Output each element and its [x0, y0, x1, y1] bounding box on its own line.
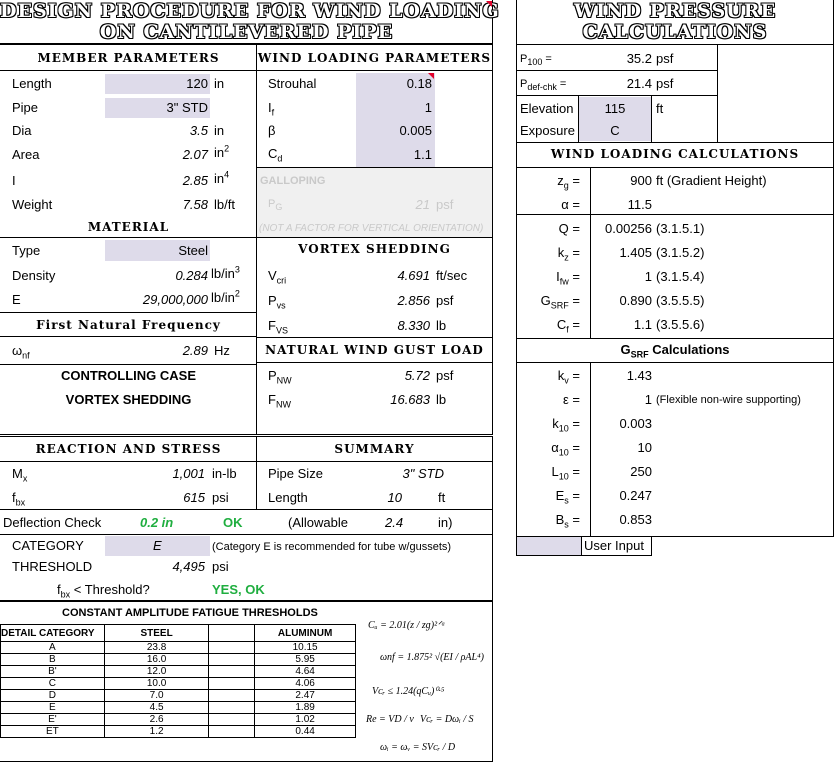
- galloping-heading: GALLOPING: [260, 175, 326, 187]
- gust-fnw-unit: lb: [436, 392, 447, 407]
- fatigue-cell: 23.8: [104, 642, 209, 654]
- member-length-input[interactable]: 120: [186, 76, 208, 91]
- wind-calc-note: (3.5.5.5): [656, 293, 705, 308]
- member-heading: MEMBER PARAMETERS: [37, 51, 220, 65]
- elevation-unit: ft: [656, 101, 664, 116]
- vortex-pvs-label: $P_{vs}$: [268, 293, 286, 311]
- pressure-heading-line-1: WIND PRESSURE: [573, 0, 777, 22]
- p100-label: $P_{100}$ =: [520, 53, 552, 68]
- gsrf-note: (Flexible non-wire supporting): [656, 394, 801, 406]
- member-weight-label: Weight: [12, 197, 53, 212]
- formula-cz: Cᵤ = 2.01(z / zɡ)²ᐟᵅ: [368, 620, 446, 631]
- wind-calc-value: 1.405: [619, 245, 652, 260]
- formula-omega-nf: ωnf = 1.875² √(EI / ρAL⁴): [380, 652, 484, 663]
- frequency-label: $\omega_{nf}$: [12, 343, 30, 361]
- fatigue-cell: A: [1, 642, 105, 654]
- member-area-label: Area: [12, 147, 40, 162]
- controlling-case-label: CONTROLLING CASE: [60, 368, 197, 383]
- strouhal-input[interactable]: 0.18: [406, 76, 432, 91]
- galloping-pg-label: $P_G$: [268, 198, 283, 213]
- gsrf-label: $E_s$ =: [555, 488, 580, 506]
- member-weight-unit: lb/ft: [214, 197, 235, 212]
- p100-unit: psf: [656, 51, 674, 66]
- fatigue-cell: 2.47: [255, 690, 356, 702]
- gsrf-value: 1.43: [626, 368, 652, 383]
- wind-calc-value: 1: [644, 269, 652, 284]
- gsrf-value: 250: [630, 464, 652, 479]
- gsrf-label: $L_{10}$ =: [551, 464, 580, 482]
- gust-pnw-value: 5.72: [404, 368, 430, 383]
- member-pipe-label: Pipe: [12, 100, 39, 115]
- fatigue-cell: 0.44: [255, 726, 356, 738]
- fatigue-row: [1, 678, 356, 690]
- vortex-fvs-value: 8.330: [397, 318, 430, 333]
- wind-calc-label: α =: [561, 197, 580, 212]
- wind-calc-note: (3.1.5.4): [656, 269, 705, 284]
- gsrf-value: 0.003: [619, 416, 652, 431]
- fatigue-cell: C: [1, 678, 105, 690]
- fatigue-row: [1, 690, 356, 702]
- gust-fnw-label: $F_{NW}$: [268, 392, 291, 410]
- fatigue-row: [1, 666, 356, 678]
- fatigue-table: [0, 624, 356, 738]
- p100-value: 35.2: [626, 51, 652, 66]
- wind-calc-note: ft (Gradient Height): [656, 173, 767, 188]
- gsrf-value: 0.853: [619, 512, 652, 527]
- gsrf-value: 10: [637, 440, 652, 455]
- exposure-label: Exposure: [520, 123, 575, 138]
- fatigue-cell: B': [1, 666, 105, 678]
- member-area-unit: $in^2$: [214, 143, 230, 160]
- controlling-case-value: VORTEX SHEDDING: [65, 392, 192, 407]
- fatigue-spacer-cell: [209, 642, 255, 654]
- gsrf-label: $k_v$ =: [557, 368, 580, 386]
- wind-calc-label: $I_{fw}$ =: [556, 269, 580, 287]
- pdef-unit: psf: [656, 76, 674, 91]
- fatigue-cell: ET: [1, 726, 105, 738]
- fatigue-cell: 4.06: [255, 678, 356, 690]
- formula-vcr: Vᴄᵣ = Dωᵢ / S: [420, 714, 474, 725]
- material-density-unit: $lb/in^3$: [211, 264, 240, 281]
- fatigue-spacer-cell: [209, 666, 255, 678]
- vortex-vcr-label: $V_{cri}$: [268, 268, 287, 286]
- category-note: (Category E is recommended for tube w/gussets): [212, 541, 452, 553]
- formula-omega-i: ωᵢ = ωᵥ = SVᴄᵣ / D: [380, 742, 456, 753]
- gsrf-label: $B_s$ =: [555, 512, 580, 530]
- wind-calc-value: 0.00256: [605, 221, 652, 236]
- category-label: CATEGORY: [12, 538, 84, 553]
- threshold-check-label: $f_{bx}$ < Threshold?: [57, 582, 150, 600]
- fatigue-cell: 1.02: [255, 714, 356, 726]
- fatigue-row: [1, 726, 356, 738]
- fatigue-cell: 10.0: [104, 678, 209, 690]
- wind-calc-value: 900: [630, 173, 652, 188]
- galloping-pg-unit: psf: [436, 197, 454, 212]
- threshold-label: THRESHOLD: [12, 559, 93, 574]
- frequency-value: 2.89: [182, 343, 208, 358]
- fatigue-cell: 4.5: [104, 702, 209, 714]
- pdef-value: 21.4: [626, 76, 652, 91]
- galloping-note: (NOT A FACTOR FOR VERTICAL ORIENTATION): [259, 223, 484, 234]
- gsrf-label: $k_{10}$ =: [552, 416, 580, 434]
- deflection-status: OK: [223, 515, 243, 530]
- cd-input[interactable]: 1.1: [413, 147, 432, 162]
- member-dia-unit: in: [214, 123, 225, 138]
- gsrf-label: $\alpha_{10}$ =: [551, 440, 580, 458]
- fatigue-cell: 5.95: [255, 654, 356, 666]
- gsrf-label: ε =: [562, 392, 580, 407]
- deflection-label: Deflection Check: [3, 515, 102, 530]
- fbx-value: 615: [183, 490, 205, 505]
- fatigue-cell: 16.0: [104, 654, 209, 666]
- formula-vcr-limit: Vᴄᵣ ≤ 1.24(qCᵤ)⁰·⁵: [372, 686, 445, 697]
- material-density-label: Density: [12, 268, 56, 283]
- vortex-vcr-value: 4.691: [397, 268, 430, 283]
- summary-length-value: 10: [387, 490, 402, 505]
- member-length-label: Length: [12, 76, 52, 91]
- fatigue-spacer-cell: [209, 690, 255, 702]
- elevation-label: Elevation: [520, 101, 574, 116]
- frequency-unit: Hz: [214, 343, 230, 358]
- frequency-heading: First Natural Frequency: [36, 318, 221, 332]
- deflection-allow-value: 2.4: [385, 515, 404, 530]
- if-input[interactable]: 1: [424, 100, 432, 115]
- mx-label: $M_x$: [12, 466, 28, 484]
- fatigue-spacer-cell: [209, 714, 255, 726]
- summary-heading: SUMMARY: [334, 442, 415, 456]
- member-weight-value: 7.58: [182, 197, 208, 212]
- deflection-allow-unit: in): [438, 515, 453, 530]
- title-line-2: ON CANTILEVERED PIPE: [99, 21, 394, 43]
- fatigue-row: [1, 714, 356, 726]
- fatigue-cell: 7.0: [104, 690, 209, 702]
- member-inertia-label: I: [12, 173, 16, 188]
- gsrf-value: 0.247: [619, 488, 652, 503]
- beta-label: β: [268, 123, 276, 138]
- wind-calc-note: (3.1.5.2): [656, 245, 705, 260]
- wind-calc-value: 1.1: [633, 317, 652, 332]
- vortex-fvs-label: $F_{VS}$: [268, 318, 288, 336]
- gust-pnw-unit: psf: [436, 368, 454, 383]
- member-length-unit: in: [214, 76, 225, 91]
- wind-calc-label: $C_f$ =: [556, 317, 580, 335]
- member-dia-label: Dia: [12, 123, 32, 138]
- material-e-label: E: [12, 292, 21, 307]
- if-label: $I_f$: [268, 100, 275, 118]
- summary-length-unit: ft: [438, 490, 446, 505]
- wind-calc-note: (3.1.5.1): [656, 221, 705, 236]
- galloping-pg-value: 21: [415, 197, 430, 212]
- wind-calc-label: $G_{SRF}$ =: [540, 293, 580, 311]
- member-inertia-value: 2.85: [182, 173, 208, 188]
- exposure-input[interactable]: C: [610, 123, 620, 138]
- vortex-pvs-value: 2.856: [397, 293, 430, 308]
- material-type-input[interactable]: Steel: [178, 243, 208, 258]
- user-input-legend-swatch: [517, 537, 581, 555]
- formula-reynolds: Re = VD / ν: [366, 714, 414, 725]
- pressure-heading-line-2: CALCULATIONS: [582, 21, 768, 43]
- fatigue-row: [1, 654, 356, 666]
- material-type-label: Type: [12, 243, 41, 258]
- fatigue-row: [1, 702, 356, 714]
- wind-params-heading: WIND LOADING PARAMETERS: [257, 51, 492, 65]
- material-e-unit: $lb/in^2$: [211, 288, 240, 305]
- comment-marker: [486, 1, 492, 7]
- gust-pnw-label: $P_{NW}$: [268, 368, 292, 386]
- fatigue-row: [1, 642, 356, 654]
- fatigue-cell: 1.89: [255, 702, 356, 714]
- wind-calc-label: $z_g$ =: [557, 173, 580, 191]
- strouhal-label: Strouhal: [268, 76, 317, 91]
- fatigue-header-row: [1, 625, 356, 642]
- beta-input[interactable]: 0.005: [399, 123, 432, 138]
- threshold-unit: psi: [212, 559, 229, 574]
- reaction-heading: REACTION AND STRESS: [35, 442, 222, 456]
- member-inertia-unit: $in^4$: [214, 169, 230, 186]
- deflection-value: 0.2 in: [140, 515, 174, 530]
- fatigue-header-cell: STEEL: [104, 625, 209, 642]
- elevation-input[interactable]: 115: [604, 101, 626, 116]
- summary-pipe-value: 3" STD: [402, 466, 444, 481]
- wind-calc-note: (3.5.5.6): [656, 317, 705, 332]
- fatigue-heading: CONSTANT AMPLITUDE FATIGUE THRESHOLDS: [62, 607, 318, 619]
- fatigue-header-spacer: [209, 625, 255, 642]
- wind-calc-label: Q =: [558, 221, 580, 236]
- fatigue-spacer-cell: [209, 678, 255, 690]
- gsrf-heading: $G_{SRF}$ Calculations: [620, 342, 730, 360]
- user-input-legend-label: User Input: [584, 538, 644, 553]
- mx-value: 1,001: [172, 466, 205, 481]
- gsrf-value: 1: [644, 392, 652, 407]
- material-e-value: 29,000,000: [142, 292, 208, 307]
- category-input[interactable]: E: [153, 538, 162, 553]
- fatigue-cell: 10.15: [255, 642, 356, 654]
- vortex-pvs-unit: psf: [436, 293, 454, 308]
- fatigue-cell: 2.6: [104, 714, 209, 726]
- fatigue-cell: 1.2: [104, 726, 209, 738]
- fatigue-header-cell: DETAIL CATEGORY: [1, 625, 105, 642]
- material-density-value: 0.284: [175, 268, 208, 283]
- member-dia-value: 3.5: [189, 123, 208, 138]
- deflection-allow-label: (Allowable: [288, 515, 348, 530]
- fatigue-cell: E': [1, 714, 105, 726]
- wind-calc-heading: WIND LOADING CALCULATIONS: [550, 147, 800, 161]
- fatigue-cell: D: [1, 690, 105, 702]
- gust-fnw-value: 16.683: [390, 392, 430, 407]
- material-heading: MATERIAL: [87, 220, 170, 234]
- summary-pipe-label: Pipe Size: [268, 466, 323, 481]
- mx-unit: in-lb: [212, 466, 237, 481]
- member-pipe-input[interactable]: 3" STD: [166, 100, 208, 115]
- wind-calc-value: 0.890: [619, 293, 652, 308]
- fatigue-spacer-cell: [209, 654, 255, 666]
- pdef-label: $P_{def-chk}$ =: [520, 78, 567, 93]
- vortex-fvs-unit: lb: [436, 318, 447, 333]
- summary-length-label: Length: [268, 490, 308, 505]
- fbx-unit: psi: [212, 490, 229, 505]
- fbx-label: $f_{bx}$: [12, 490, 26, 508]
- cd-label: $C_d$: [268, 146, 283, 164]
- wind-calc-value: 11.5: [627, 197, 652, 212]
- fatigue-cell: 12.0: [104, 666, 209, 678]
- threshold-value: 4,495: [172, 559, 205, 574]
- threshold-check-result: YES, OK: [212, 582, 265, 597]
- title-line-1: DESIGN PROCEDURE FOR WIND LOADING: [0, 0, 500, 22]
- member-area-value: 2.07: [182, 147, 208, 162]
- fatigue-header-cell: ALUMINUM: [255, 625, 356, 642]
- vortex-heading: VORTEX SHEDDING: [298, 242, 451, 256]
- fatigue-spacer-cell: [209, 726, 255, 738]
- vortex-vcr-unit: ft/sec: [436, 268, 468, 283]
- fatigue-spacer-cell: [209, 702, 255, 714]
- fatigue-cell: E: [1, 702, 105, 714]
- gust-heading: NATURAL WIND GUST LOAD: [265, 343, 484, 357]
- wind-calc-label: $k_z$ =: [557, 245, 580, 263]
- fatigue-cell: 4.64: [255, 666, 356, 678]
- fatigue-cell: B: [1, 654, 105, 666]
